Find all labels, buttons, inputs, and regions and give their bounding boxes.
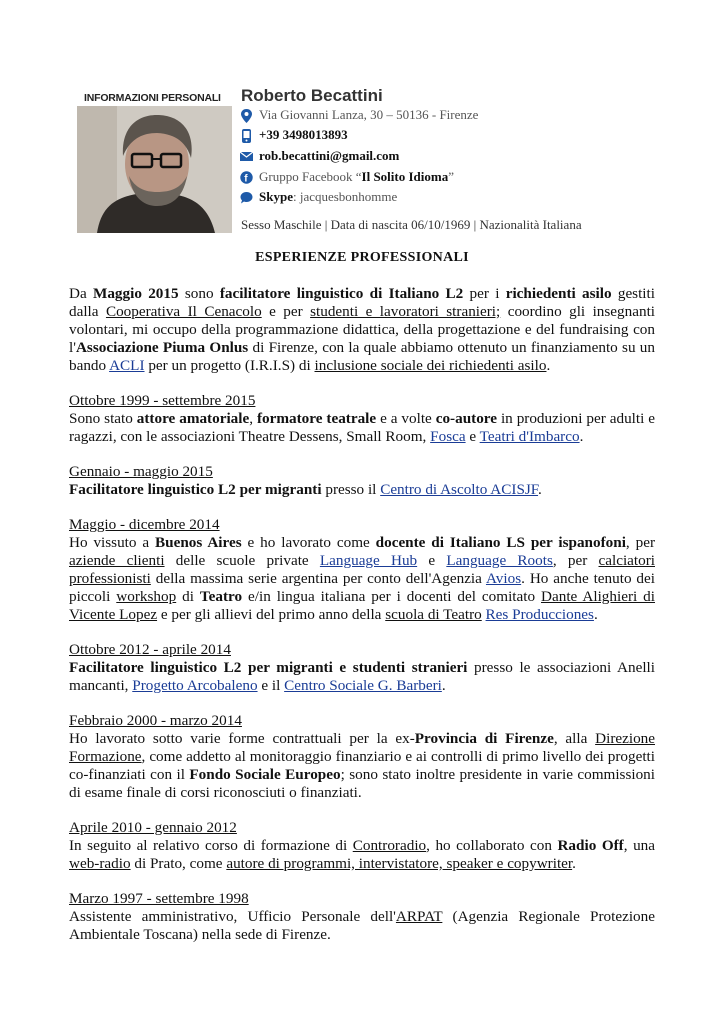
person-name: Roberto Becattini <box>241 86 383 105</box>
svg-text:f: f <box>244 173 248 184</box>
profile-photo <box>77 106 232 233</box>
section-title: ESPERIENZE PROFESSIONALI <box>255 250 469 265</box>
personal-details: Sesso Maschile | Data di nascita 06/10/1969 | Nazionalità Italiana <box>241 217 582 232</box>
link-res-producciones[interactable]: Res Producciones <box>485 606 594 623</box>
experience-entry: Marzo 1997 - settembre 1998 Assistente amministrativo, Ufficio Personale dell'ARPAT (Agenzia Regionale Protezione Ambientale Toscana) nella sede di Firenze. <box>69 890 655 943</box>
link-teatri-dimbarco[interactable]: Teatri d'Imbarco <box>479 428 580 445</box>
entry-date: Ottobre 1999 - settembre 2015 <box>69 392 256 409</box>
map-pin-icon <box>240 109 253 122</box>
address-text: Via Giovanni Lanza, 30 – 50136 - Firenze <box>259 107 479 122</box>
experience-entry: Gennaio - maggio 2015 Facilitatore linguistico L2 per migranti presso il Centro di Ascolto ACISJF. <box>69 463 655 499</box>
experience-entry: Febbraio 2000 - marzo 2014 Ho lavorato sotto varie forme contrattuali per la ex-Provincia di Firenze, alla Direzione Formazione, come addetto al monitoraggio finanziario e ai controlli di primo livello dei progetti co-finanziati con il Fondo Sociale Europeo; sono stato inoltre presidente in varie commissioni di esame finale di corsi riconosciuti o finanziati. <box>69 712 655 801</box>
link-fosca[interactable]: Fosca <box>430 428 466 445</box>
phone-row <box>240 127 348 143</box>
link-progetto-arcobaleno[interactable]: Progetto Arcobaleno <box>132 677 258 694</box>
phone-icon <box>240 129 253 142</box>
experience-list <box>69 285 655 961</box>
link-centro-ascolto[interactable]: Centro di Ascolto ACISJF <box>380 481 539 498</box>
entry-date: Febbraio 2000 - marzo 2014 <box>69 712 242 729</box>
experience-entry: Ottobre 2012 - aprile 2014 Facilitatore linguistico L2 per migranti e studenti stranieri presso le associazioni Anelli mancanti, Progetto Arcobaleno e il Centro Sociale G. Barberi. <box>69 641 655 694</box>
skype-icon <box>240 191 253 204</box>
link-language-roots[interactable]: Language Roots <box>446 552 553 569</box>
email-row <box>240 148 399 164</box>
envelope-icon <box>240 150 253 163</box>
facebook-row <box>240 169 454 185</box>
entry-date: Maggio - dicembre 2014 <box>69 516 220 533</box>
facebook-group[interactable]: Il Solito Idioma <box>361 169 449 184</box>
entry-date: Gennaio - maggio 2015 <box>69 463 213 480</box>
facebook-text: Gruppo Facebook “Il Solito Idioma” <box>259 169 454 184</box>
entry-date: Ottobre 2012 - aprile 2014 <box>69 641 231 658</box>
info-label: INFORMAZIONI PERSONALI <box>84 92 221 104</box>
facebook-icon <box>240 171 253 184</box>
experience-entry: Aprile 2010 - gennaio 2012 In seguito al relativo corso di formazione di Controradio, ho collaborato con Radio Off, una web-radio di Prato, come autore di programmi, intervistatore, speaker e copywriter. <box>69 819 655 872</box>
address-row <box>240 107 478 123</box>
entry-date: Aprile 2010 - gennaio 2012 <box>69 819 237 836</box>
email-address[interactable]: rob.becattini@gmail.com <box>259 148 400 163</box>
link-avios[interactable]: Avios <box>485 570 522 587</box>
link-acli[interactable]: ACLI <box>109 357 145 374</box>
link-language-hub[interactable]: Language Hub <box>319 552 418 569</box>
experience-entry: Maggio - dicembre 2014 Ho vissuto a Buenos Aires e ho lavorato come docente di Italiano LS per ispanofoni, per aziende clienti delle scuole private Language Hub e Language Roots, per calciatori professionisti della massima serie argentina per conto dell'Agenzia Avios. Ho anche tenuto dei piccoli workshop di Teatro e/in lingua italiana per i docenti del comitato Dante Alighieri di Vicente Lopez e per gli allievi del primo anno della scuola di Teatro Res Producciones. <box>69 516 655 623</box>
experience-entry: Da Maggio 2015 sono facilitatore linguistico di Italiano L2 per i richiedenti asilo gestiti dalla Cooperativa Il Cenacolo e per studenti e lavoratori stranieri; coordino gli insegnanti volontari, mi occupo della programmazione didattica, della progettazione e del fundraising con l'Associazione Piuma Onlus di Firenze, con la quale abbiamo ottenuto un finanziamento su un bando ACLI per un progetto (I.R.I.S) di inclusione sociale dei richiedenti asilo. <box>69 285 656 374</box>
phone-number[interactable]: +39 3498013893 <box>259 127 348 142</box>
skype-row <box>240 189 397 205</box>
skype-text: Skype: jacquesbonhomme <box>259 189 398 204</box>
experience-entry: Ottobre 1999 - settembre 2015 Sono stato attore amatoriale, formatore teatrale e a volte co-autore in produzioni per adulti e ragazzi, con le associazioni Theatre Dessens, Small Room, Fosca e Teatri d'Imbarco. <box>69 392 655 445</box>
link-centro-sociale[interactable]: Centro Sociale G. Barberi <box>284 677 442 694</box>
entry-date: Marzo 1997 - settembre 1998 <box>69 890 249 907</box>
